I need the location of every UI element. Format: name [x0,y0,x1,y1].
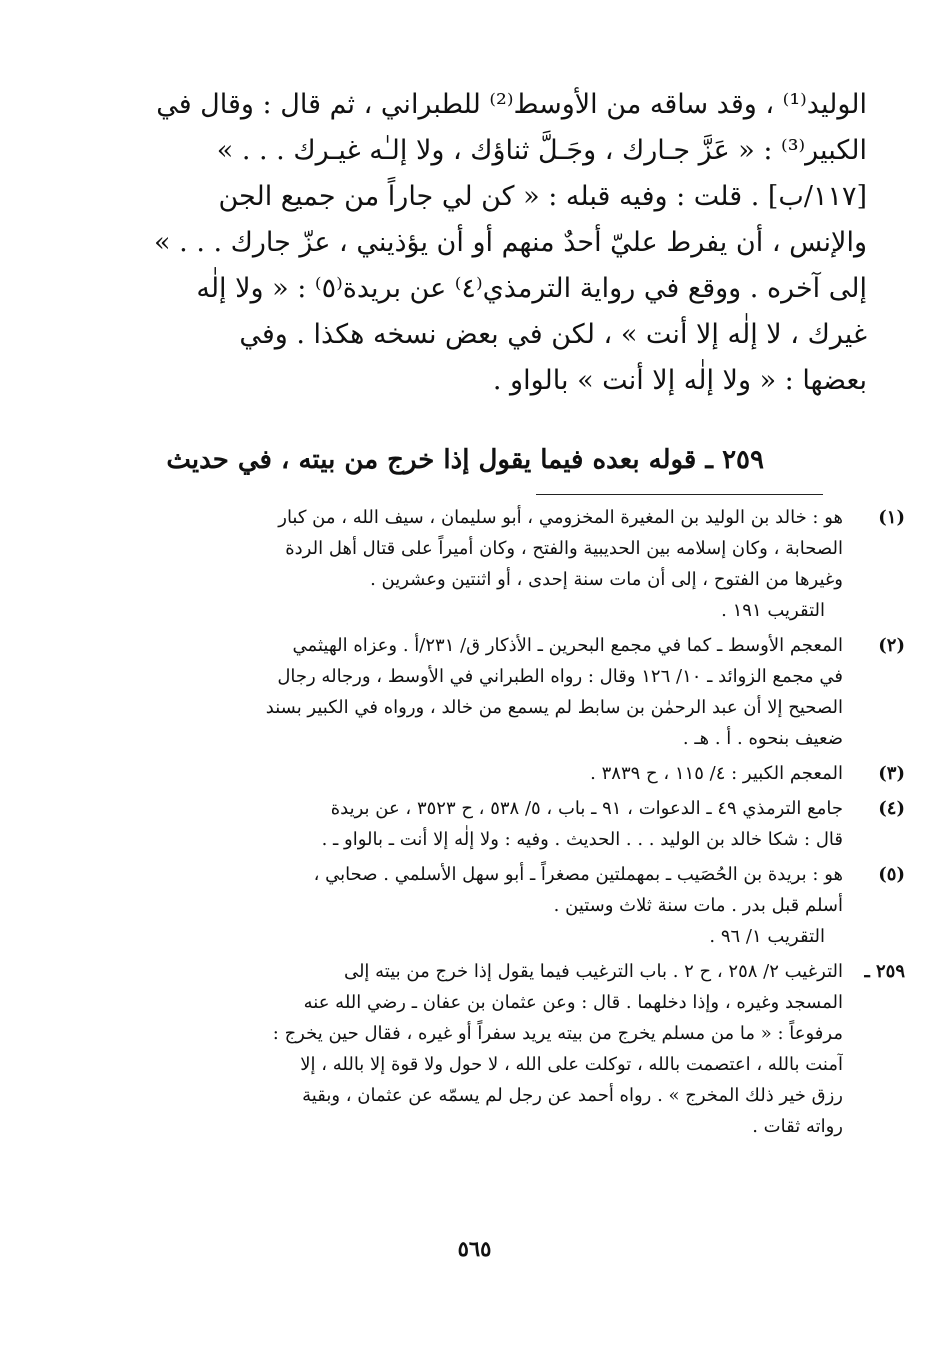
footnote-line: رواته ثقات . [752,1116,843,1137]
footnote-line: مرفوعاً : « ما من مسلم يخرج من بيته يريد سفراً أو غيره ، فقال حين يخرج : [272,1023,843,1044]
footnote-line: الترغيب ٢/ ٢٥٨ ، ح ٢ . باب الترغيب فيما يقول إذا خرج من بيته إلى [343,961,843,982]
main-text-line: إلى آخره . ووقع في رواية الترمذي⁽٤⁾ عن بريدة⁽٥⁾ : « ولا إلٰه [196,273,867,304]
footnote [143,758,905,789]
footnote-marker: ٢٥٩ ـ [864,961,905,982]
footnote-marker: (٢) [878,635,905,656]
footnote-line: آمنت بالله ، اعتصمت بالله ، توكلت على الله ، لا حول ولا قوة إلا بالله ، إلا [300,1054,843,1075]
main-text-line: [١١٧/ب] . قلت : وفيه قبله : « كن لي جاراً من جميع الجن [218,181,867,212]
footnote-marker: (٤) [878,798,905,819]
footnote-line: وغيرها من الفتوح ، إلى أن مات سنة إحدى ، أو اثنتين وعشرين . [370,569,843,590]
footnote [143,630,905,754]
page-number: ٥٦٥ [457,1236,492,1261]
footnote [143,793,905,855]
footnote-line: هو : خالد بن الوليد بن المغيرة المخزومي ، أبو سليمان ، سيف الله ، من كبار [278,507,843,528]
footnote-source-line: التقريب ١٩١ . [721,600,825,621]
footnote-line: ضعيف بنحوه . أ . هـ . [682,728,843,749]
main-text-line: بعضها : « ولا إلٰه إلا أنت » بالواو . [492,365,867,396]
footnote-line: المعجم الكبير : ٤/ ١١٥ ، ح ٣٨٣٩ . [590,763,843,784]
footnote-line: في مجمع الزوائد ـ ١٠/ ١٢٦ وقال : رواه الطبراني في الأوسط ، ورجاله رجال [277,666,843,687]
main-text-line: غيرك ، لا إلٰه إلا أنت » ، لكن في بعض نسخه هكذا . وفي [239,319,867,350]
footnote-marker: (١) [878,507,905,528]
footnote-separator [536,494,823,495]
main-text-line: الكبير⁽³⁾ : « عَزَّ جـارك ، وجَـلَّ ثناؤك ، ولا إلـٰه غيـرك . . . » [216,135,867,166]
footnote-line: رزق خير ذلك المخرج » . رواه أحمد عن رجل لم يسمّه عن عثمان ، وبقية [302,1085,843,1106]
main-text-line: والإنس ، أن يفرط عليّ أحدٌ منهم أو أن يؤذيني ، عزّ جارك . . . » [154,227,867,258]
footnote [143,859,905,952]
footnotes-block [143,502,905,1146]
footnote [143,956,905,1142]
footnote-line: المسجد وغيره ، وإذا دخلهما . قال : وعن عثمان بن عفان ـ رضي الله عنه [303,992,843,1013]
footnote-source-line: التقريب ١/ ٩٦ . [709,926,825,947]
footnote-line: الصحابة ، وكان إسلامه بين الحديبية والفتح ، وكان أميراً على قتال أهل الردة [285,538,843,559]
footnote-line: قال : شكا خالد بن الوليد . . . الحديث . وفيه : ولا إلٰه إلا أنت ـ بالواو ـ . [321,829,843,850]
footnote-line: جامع الترمذي ٤٩ ـ الدعوات ، ٩١ ـ باب ، ٥/ ٥٣٨ ، ح ٣٥٢٣ ، عن بريدة [330,798,843,819]
footnote-line: هو : بريدة بن الحُصَيب ـ بمهملتين مصغراً ـ أبو سهل الأسلمي . صحابي ، [313,864,843,885]
main-text-block [137,82,867,404]
footnote-line: أسلم قبل بدر . مات سنة ثلاث وستين . [553,895,843,916]
section-heading: ٢٥٩ ـ قوله بعده فيما يقول إذا خرج من بيته ، في حديث [166,445,764,475]
footnote-marker: (٣) [878,763,905,784]
footnote-line: المعجم الأوسط ـ كما في مجمع البحرين ـ الأذكار ق/ ٢٣١/أ . وعزاه الهيثمي [292,635,843,656]
footnote [143,502,905,626]
main-text-line: الوليد⁽¹⁾ ، وقد ساقه من الأوسط⁽²⁾ للطبراني ، ثم قال : وقال في [156,89,867,120]
footnote-line: الصحيح إلا أن عبد الرحمٰن بن سابط لم يسمع من خالد ، ورواه في الكبير بسند [265,697,843,718]
footnote-marker: (٥) [878,864,905,885]
